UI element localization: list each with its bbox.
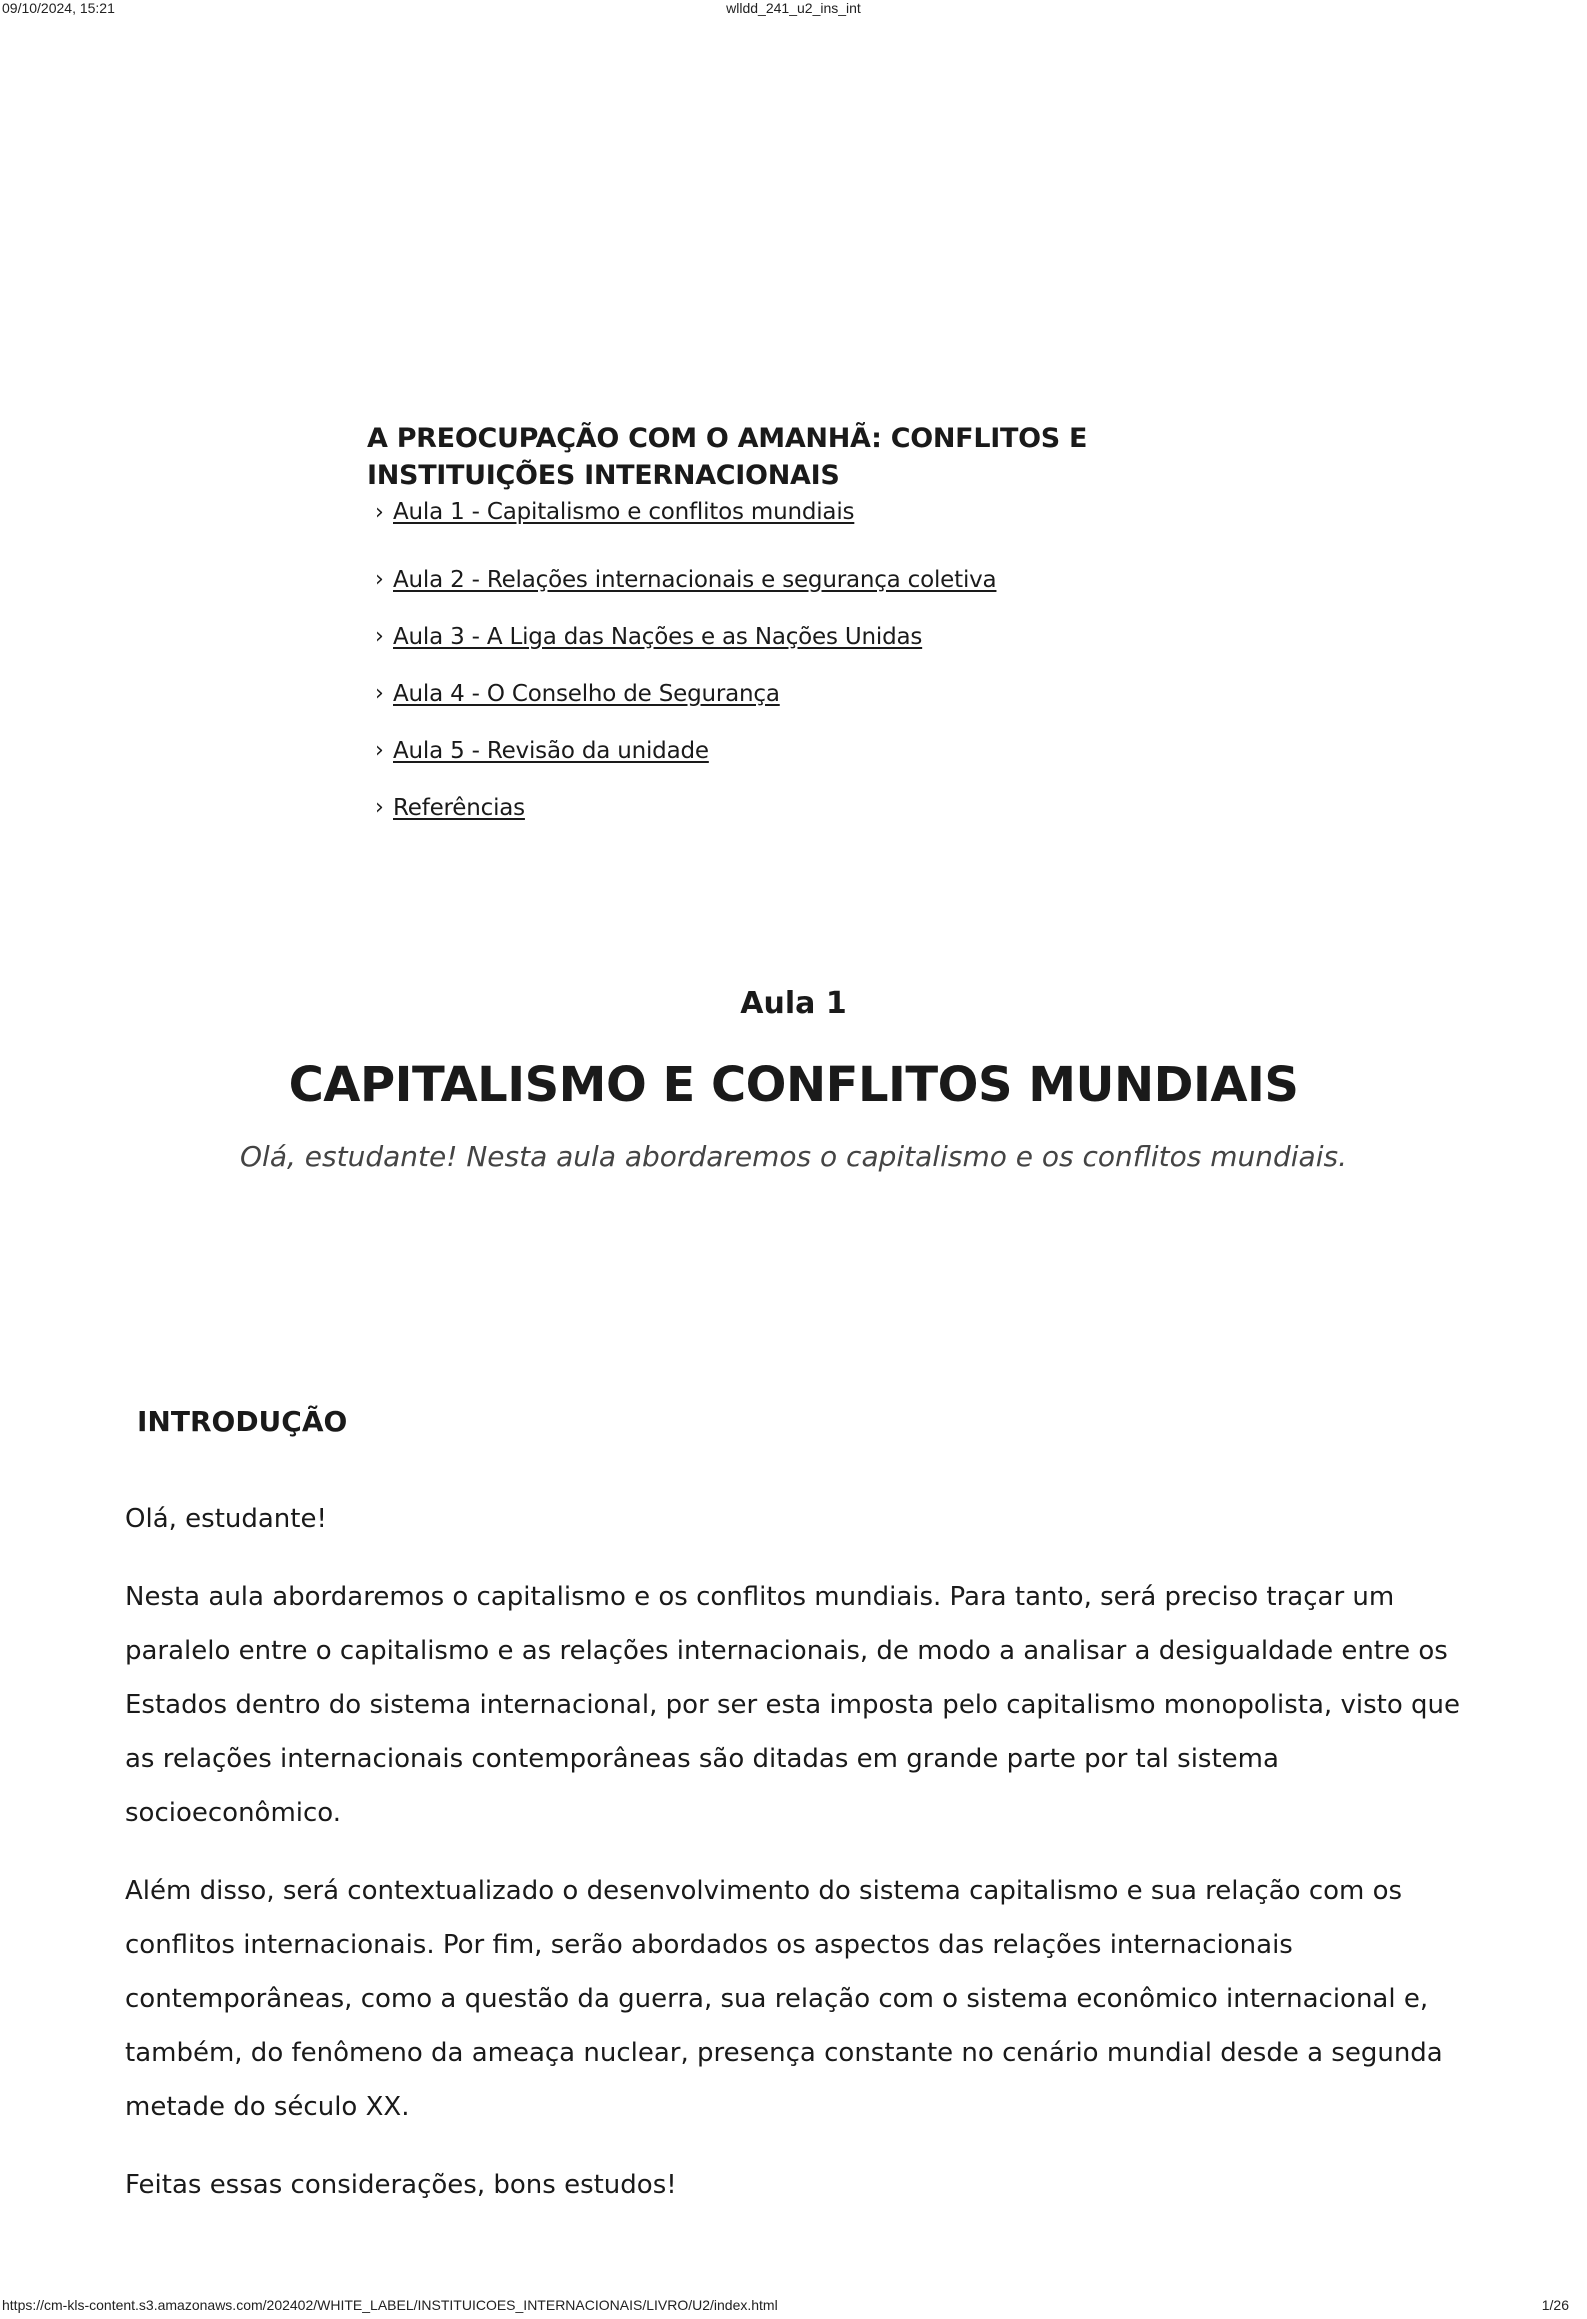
toc-item-aula-4 [367, 665, 1147, 722]
toc-item-aula-5 [367, 722, 1147, 779]
page-number: 1/26 [1541, 2297, 1569, 2313]
toc-link-aula-5[interactable]: Aula 5 - Revisão da unidade [393, 737, 709, 764]
toc-item-referencias [367, 779, 1147, 836]
toc-link-aula-4[interactable]: Aula 4 - O Conselho de Segurança [393, 680, 780, 707]
chevron-right-icon: › [375, 795, 384, 820]
toc-item-aula-2 [367, 551, 1147, 608]
print-footer [0, 2297, 1587, 2317]
toc-link-referencias[interactable]: Referências [393, 794, 525, 821]
chevron-right-icon: › [375, 567, 384, 592]
toc-list [367, 494, 1147, 836]
lesson-kicker: Aula 1 [740, 986, 847, 1021]
unit-title-line-2: INSTITUIÇÕES INTERNACIONAIS [367, 460, 840, 491]
toc-link-aula-3[interactable]: Aula 3 - A Liga das Nações e as Nações Unidas [393, 623, 923, 650]
intro-paragraph: Olá, estudante! [125, 1504, 327, 1534]
intro-paragraph: Além disso, será contextualizado o desenvolvimento do sistema capitalismo e sua relação com os conflitos internacionais. Por fim, serão abordados os aspectos das relações internacionais contemporâneas, como a questão da guerra, sua relação com o sistema econômico internacional e, também, do fenômeno da ameaça nuclear, presença constante no cenário mundial desde a segunda metade do século XX. [125, 1876, 1443, 2122]
intro-content [125, 1492, 1495, 2236]
intro-paragraph: Feitas essas considerações, bons estudos! [125, 2170, 677, 2200]
table-of-contents [367, 420, 1147, 836]
unit-title-line-1: A PREOCUPAÇÃO COM O AMANHÃ: CONFLITOS E [367, 423, 1088, 454]
intro-paragraph: Nesta aula abordaremos o capitalismo e os conflitos mundiais. Para tanto, será preciso traçar um paralelo entre o capitalismo e as relações internacionais, de modo a analisar a desigualdade entre os Estados dentro do sistema internacional, por ser esta imposta pelo capitalismo monopolista, visto que as relações internacionais contemporâneas são ditadas em grande parte por tal sistema socioeconômico. [125, 1582, 1460, 1828]
print-url: https://cm-kls-content.s3.amazonaws.com/202402/WHITE_LABEL/INSTITUICOES_INTERNACIONAIS/LIVRO/U2/index.html [2, 2297, 778, 2313]
toc-item-aula-1 [367, 494, 1147, 530]
toc-item-aula-3 [367, 608, 1147, 665]
print-date: 09/10/2024, 15:21 [2, 0, 115, 16]
toc-link-aula-2[interactable]: Aula 2 - Relações internacionais e segurança coletiva [393, 566, 997, 593]
lesson-subtitle: Olá, estudante! Nesta aula abordaremos o capitalismo e os conflitos mundiais. [240, 1140, 1347, 1173]
unit-title [367, 420, 1147, 494]
print-header [0, 0, 1587, 20]
chevron-right-icon: › [375, 681, 384, 706]
toc-link-aula-1[interactable]: Aula 1 - Capitalismo e conflitos mundiais [393, 499, 855, 525]
print-doc-title: wlldd_241_u2_ins_int [726, 0, 861, 16]
section-heading-introducao: INTRODUÇÃO [137, 1405, 348, 1438]
chevron-right-icon: › [375, 738, 384, 763]
chevron-right-icon: › [375, 624, 384, 649]
chevron-right-icon: › [375, 499, 384, 525]
lesson-title: CAPITALISMO E CONFLITOS MUNDIAIS [288, 1057, 1299, 1113]
